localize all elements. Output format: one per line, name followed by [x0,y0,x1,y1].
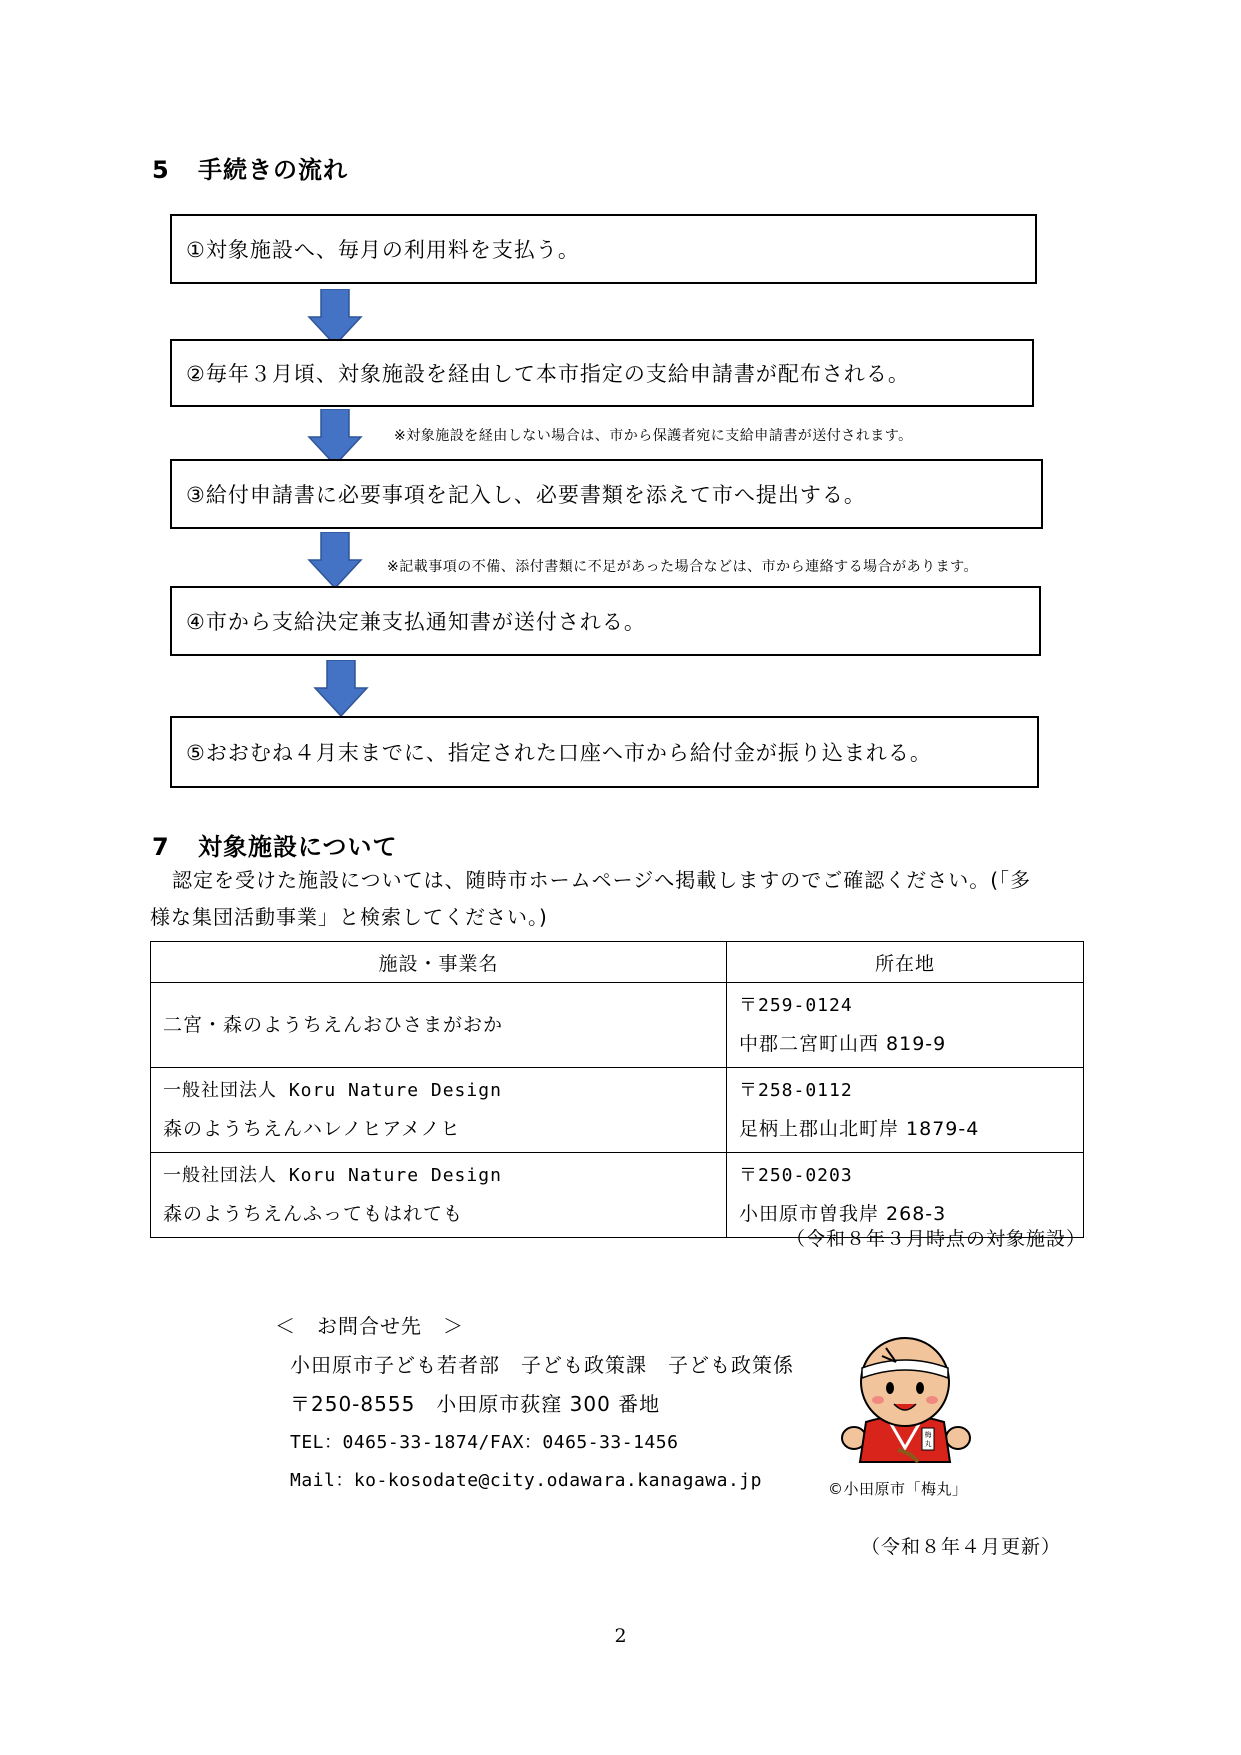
facility-postal: 〒258-0112 [739,1080,853,1101]
flow-step-3: ③給付申請書に必要事項を記入し、必要書類を添えて市へ提出する。 [170,459,1043,529]
flow-step-4: ④市から支給決定兼支払通知書が送付される。 [170,586,1041,656]
contact-mail: Mail：ko-kosodate@city.odawara.kanagawa.jp [290,1470,762,1491]
facility-address: 足柄上郡山北町岸 1879-4 [739,1118,980,1140]
contact-department: 小田原市子ども若者部 子ども政策課 子ども政策係 [290,1353,794,1377]
facility-address: 中郡二宮町山西 819-9 [739,1033,947,1055]
mascot-caption: ©小田原市「梅丸」 [828,1480,968,1498]
umemaru-mascot-icon [838,1330,973,1465]
mascot-sash-text-1: 梅 [924,1431,932,1439]
facility-name: 二宮・森のようちえんおひさまがおか [163,1014,504,1036]
section-7-description-line-2: 様な集団活動事業」と検索してください。) [150,905,548,929]
facility-name-cell [151,983,727,1068]
facility-address-cell [727,1068,1084,1153]
section-7-description-line-1: 認定を受けた施設については、随時市ホームページへ掲載しますのでご確認ください。(「多 [172,868,1032,892]
page-number: 2 [614,1625,627,1647]
table-header-name: 施設・事業名 [151,942,727,983]
section-7-heading [152,827,398,862]
updated-note: （令和８年４月更新） [860,1536,1061,1558]
facility-name-cell [151,1068,727,1153]
facility-name: 森のようちえんふってもはれても [163,1203,464,1225]
facility-organization: 一般社団法人 Koru Nature Design [163,1080,502,1101]
flow-note-1: ※対象施設を経由しない場合は、市から保護者宛に支給申請書が送付されます。 [394,428,913,444]
flow-step-1: ①対象施設へ、毎月の利用料を支払う。 [170,214,1037,284]
table-row [151,983,1084,1068]
flow-step-5: ⑤おおむね４月末までに、指定された口座へ市から給付金が振り込まれる。 [170,716,1039,788]
section-5-heading [152,150,348,185]
facility-organization: 一般社団法人 Koru Nature Design [163,1165,502,1186]
table-header-row [151,942,1084,983]
facility-name-cell [151,1153,727,1238]
table-row [151,1068,1084,1153]
facility-postal: 〒250-0203 [739,1165,853,1186]
flow-arrow-down-icon [313,660,369,718]
contact-address: 〒250-8555 小田原市荻窪 300 番地 [290,1392,661,1416]
section-7-title: 対象施設について [198,833,398,861]
mascot-sash-text-2: 丸 [924,1440,932,1448]
flow-arrow-down-icon [307,532,363,590]
table-footnote: （令和８年３月時点の対象施設） [785,1228,1086,1250]
facility-table [150,941,1084,1238]
contact-phone-fax: TEL：0465-33-1874/FAX：0465-33-1456 [290,1432,679,1453]
facility-name: 森のようちえんハレノヒアメノヒ [163,1118,461,1140]
flow-step-2: ②毎年３月頃、対象施設を経由して本市指定の支給申請書が配布される。 [170,339,1034,407]
flow-note-2: ※記載事項の不備、添付書類に不足があった場合などは、市から連絡する場合があります。 [387,559,978,575]
section-5-number: 5 [152,156,170,184]
contact-title: ＜ お問合せ先 ＞ [275,1314,464,1338]
facility-address: 小田原市曽我岸 268-3 [739,1203,947,1225]
facility-address-cell [727,983,1084,1068]
section-5-title: 手続きの流れ [198,156,348,184]
section-7-number: 7 [152,833,170,861]
table-header-address: 所在地 [727,942,1084,983]
facility-postal: 〒259-0124 [739,995,853,1016]
